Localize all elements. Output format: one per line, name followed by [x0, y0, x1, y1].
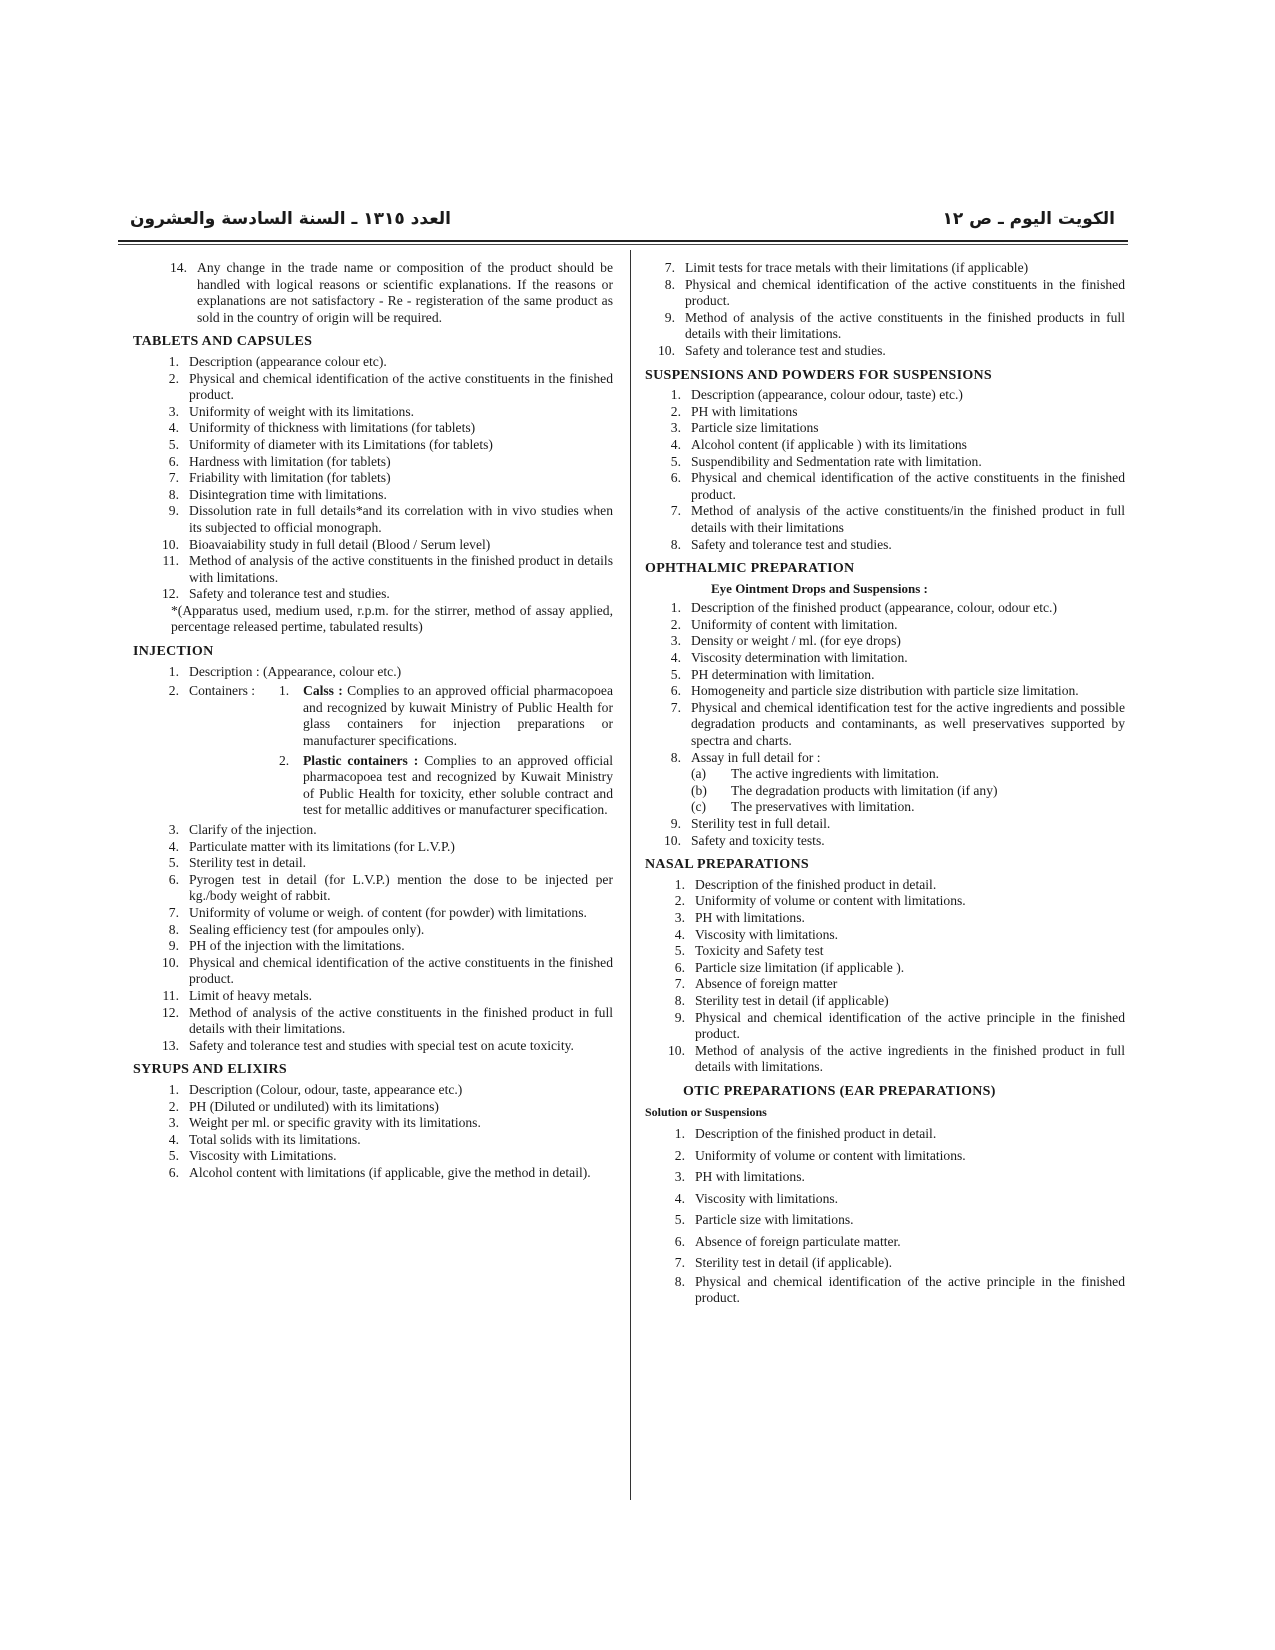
- list-item: [645, 833, 1125, 850]
- item-text: Bioavaiability study in full detail (Blood / Serum level): [189, 536, 491, 552]
- item-number: 2.: [670, 616, 681, 632]
- item-number: 9.: [168, 503, 179, 519]
- item-number: 1.: [279, 683, 290, 699]
- list-item: [645, 910, 1125, 927]
- item-number: 8.: [674, 992, 685, 1008]
- list-item: [133, 1005, 613, 1038]
- list-item: [645, 683, 1125, 700]
- item-text: PH (Diluted or undiluted) with its limitations): [189, 1098, 439, 1114]
- item-text: PH determination with limitation.: [691, 666, 875, 682]
- item-text: Method of analysis of the active constituents/in the finished product in full details with their limitations: [691, 503, 1125, 535]
- item-text: Description (appearance colour etc).: [189, 353, 387, 369]
- item-text: Physical and chemical identification of the active constituents in the finished product.: [189, 370, 613, 403]
- otic-list: [645, 1123, 1125, 1307]
- list-item: [133, 905, 613, 922]
- list-item: [645, 600, 1125, 617]
- item-number: 2.: [674, 1147, 685, 1163]
- list-item: [645, 1123, 1125, 1145]
- item-number: 3.: [674, 909, 685, 925]
- item-text: Pyrogen test in detail (for L.V.P.) mention the dose to be injected per kg./body weight of rabbit.: [189, 871, 613, 904]
- item-number: 7.: [168, 470, 179, 486]
- list-item: [645, 976, 1125, 993]
- list-item: [645, 993, 1125, 1010]
- list-item: [645, 1043, 1125, 1076]
- list-item: [645, 943, 1125, 960]
- item-number: 3.: [168, 403, 179, 419]
- item-number: 5.: [674, 1212, 685, 1228]
- item-number: 14.: [170, 260, 187, 275]
- list-item: [133, 420, 613, 437]
- item-number: 1.: [674, 876, 685, 892]
- page-header: [120, 205, 1125, 235]
- list-item: [645, 404, 1125, 421]
- item-text: Physical and chemical identification test for the active ingredients and possible degradation products and contaminants, as well preservatives supported by spectra and charts.: [691, 699, 1125, 749]
- item-text: Absence of foreign matter: [695, 976, 838, 992]
- column-divider: [630, 250, 631, 1500]
- item-number: 2.: [674, 893, 685, 909]
- list-item: [133, 922, 613, 939]
- list-item: [645, 420, 1125, 437]
- syrups-list: [133, 1082, 613, 1182]
- item-number: (b): [691, 782, 707, 798]
- item-number: 9.: [674, 1009, 685, 1025]
- list-item: [133, 822, 613, 839]
- item-text: Uniformity of thickness with limitations (for tablets): [189, 420, 476, 436]
- item-text: Safety and tolerance test and studies with special test on acute toxicity.: [189, 1037, 574, 1053]
- item-number: 8.: [168, 921, 179, 937]
- list-item: [645, 454, 1125, 471]
- item-number: 10.: [664, 832, 681, 848]
- list-item: [645, 310, 1125, 343]
- suspensions-list: [645, 387, 1125, 553]
- item-number: 2.: [670, 403, 681, 419]
- header-publication-title: الكويت اليوم ـ ص ١٢: [942, 209, 1115, 229]
- list-item: [133, 503, 613, 536]
- item-number: 5.: [670, 666, 681, 682]
- list-item: [645, 1274, 1125, 1307]
- item-text: Safety and toxicity tests.: [691, 832, 825, 848]
- item-text: Viscosity determination with limitation.: [691, 650, 908, 666]
- header-issue-info: العدد ١٣١٥ ـ السنة السادسة والعشرون: [130, 209, 452, 229]
- item-number: 10.: [668, 1042, 685, 1058]
- item-number: 6.: [168, 1164, 179, 1180]
- left-column: [133, 260, 613, 1181]
- item-text: PH with limitations.: [695, 909, 805, 925]
- list-item: [163, 260, 613, 326]
- item-text: PH of the injection with the limitations.: [189, 938, 405, 954]
- item-number: 4.: [670, 650, 681, 666]
- item-text: Particle size limitations: [691, 420, 819, 436]
- list-item: [645, 927, 1125, 944]
- item-text: Toxicity and Safety test: [695, 943, 824, 959]
- item-text: Uniformity of volume or content with limitations.: [695, 893, 966, 909]
- list-item: [133, 371, 613, 404]
- section-subtitle: Solution or Suspensions: [645, 1104, 767, 1119]
- item-text: Alcohol content with limitations (if applicable, give the method in detail).: [189, 1164, 591, 1180]
- section-subtitle: Eye Ointment Drops and Suspensions :: [711, 580, 928, 596]
- item-number: 7.: [674, 1255, 685, 1271]
- item-text: Particle size limitation (if applicable ).: [695, 959, 905, 975]
- item-text: Description of the finished product in detail.: [695, 876, 937, 892]
- item-number: 8.: [664, 276, 675, 292]
- nasal-list: [645, 877, 1125, 1076]
- header-rule-thin: [118, 244, 1128, 245]
- section-title-injection: INJECTION: [133, 644, 214, 660]
- item-text: Suspendibility and Sedmentation rate with limitation.: [691, 453, 982, 469]
- list-item: [645, 617, 1125, 634]
- sub-list-item: [645, 766, 1125, 783]
- list-item: [133, 470, 613, 487]
- item-number: 5.: [674, 943, 685, 959]
- item-text: Sterility test in detail.: [189, 855, 307, 871]
- item-text: Description of the finished product (appearance, colour, odour etc.): [691, 600, 1057, 616]
- list-item: [133, 404, 613, 421]
- list-item: [645, 893, 1125, 910]
- item-number: 5.: [168, 855, 179, 871]
- list-item: [133, 1115, 613, 1132]
- list-item: [133, 354, 613, 371]
- list-item: [133, 553, 613, 586]
- container-row-plastic: [189, 753, 613, 819]
- item-number: 5.: [168, 1148, 179, 1164]
- item-number: 9.: [168, 938, 179, 954]
- item-number: 4.: [168, 420, 179, 436]
- item-text: Clarify of the injection.: [189, 822, 317, 837]
- container-text: [303, 753, 613, 819]
- item-number: 11.: [162, 987, 179, 1003]
- item-number: 1.: [168, 353, 179, 369]
- section-title-tablets: TABLETS AND CAPSULES: [133, 334, 313, 350]
- item-text: Friability with limitation (for tablets): [189, 470, 391, 486]
- item-number: 9.: [670, 816, 681, 831]
- item-number: 12.: [162, 1004, 179, 1020]
- item-text: Method of analysis of the active ingredients in the finished product in full details with limitations.: [695, 1042, 1125, 1075]
- item-number: 12.: [162, 586, 179, 602]
- item-text: Sterility test in full detail.: [691, 816, 831, 831]
- item-number: 5.: [168, 436, 179, 452]
- list-item: [645, 877, 1125, 894]
- item-text: Safety and tolerance test and studies.: [189, 586, 390, 602]
- item-text: Viscosity with limitations.: [695, 926, 839, 942]
- item-text: The active ingredients with limitation.: [731, 766, 940, 782]
- list-item: [133, 1148, 613, 1165]
- item-number: 10.: [658, 342, 675, 358]
- list-item: [133, 1099, 613, 1116]
- item-text: Limit of heavy metals.: [189, 987, 313, 1003]
- item-number: 3.: [168, 1115, 179, 1131]
- item-number: 7.: [674, 976, 685, 992]
- item-number: 7.: [664, 260, 675, 275]
- item-text: Uniformity of content with limitation.: [691, 616, 898, 632]
- item-number: 4.: [168, 838, 179, 854]
- list-item: [133, 855, 613, 872]
- item-number: 5.: [670, 453, 681, 469]
- item-text: Description (appearance, colour odour, taste) etc.): [691, 387, 963, 403]
- list-item: [133, 938, 613, 955]
- item-number: 8.: [168, 486, 179, 502]
- list-item: [133, 537, 613, 554]
- section-title-otic: OTIC PREPARATIONS (EAR PREPARATIONS): [683, 1083, 996, 1099]
- syrups-continued-list: [645, 260, 1125, 360]
- item-number: 1.: [674, 1126, 685, 1142]
- item-number: 8.: [674, 1273, 685, 1289]
- item-text: Method of analysis of the active constituents in the finished product in full details with their limitations.: [189, 1004, 613, 1037]
- item-text: Viscosity with Limitations.: [189, 1148, 337, 1164]
- item-text: Any change in the trade name or composition of the product should be handled with logical reasons or scientific explanations. If the reasons or explanations are not satisfactory - Re - registeration of the same product as sold in the country of origin will be required.: [197, 260, 613, 325]
- item-text: Hardness with limitation (for tablets): [189, 453, 391, 469]
- item-number: 7.: [670, 699, 681, 715]
- item-number: 6.: [168, 453, 179, 469]
- list-item: [645, 1252, 1125, 1274]
- item-number: 6.: [168, 871, 179, 887]
- item-number: 4.: [670, 436, 681, 452]
- list-item: [645, 1010, 1125, 1043]
- container-row-glass: [189, 683, 613, 749]
- ophthalmic-list: [645, 600, 1125, 849]
- item-text: The degradation products with limitation (if any): [731, 782, 998, 798]
- list-item-containers: [133, 683, 613, 822]
- item-text: Dissolution rate in full details*and its correlation with in vivo studies when its subjected to official monograph.: [189, 503, 613, 535]
- item-text: Uniformity of weight with its limitations.: [189, 403, 415, 419]
- item-number: 2.: [168, 683, 179, 699]
- item-number: 3.: [670, 420, 681, 436]
- container-description: Complies to an approved official pharmacopoea test and recognized by Kuwait Ministry of Public Health for toxicity, ether soluble contract and test for metallic additives or manufacturer specification.: [303, 752, 613, 818]
- list-item: [645, 260, 1125, 277]
- item-number: 6.: [674, 959, 685, 975]
- list-item: [645, 277, 1125, 310]
- item-number: 4.: [674, 926, 685, 942]
- item-text: Uniformity of volume or weigh. of content (for powder) with limitations.: [189, 904, 587, 920]
- list-item: [645, 700, 1125, 750]
- list-item: [133, 586, 613, 603]
- header-rule: [118, 240, 1128, 242]
- list-item: [645, 503, 1125, 536]
- list-item: [645, 633, 1125, 650]
- item-number: 6.: [670, 470, 681, 486]
- item-text: Method of analysis of the active constituents in the finished products in full details with their limitations.: [685, 309, 1125, 342]
- list-item: [645, 343, 1125, 360]
- list-item: [645, 537, 1125, 554]
- item-number: 1.: [168, 1081, 179, 1097]
- item-number: 2.: [168, 1098, 179, 1114]
- sub-list-item: [645, 799, 1125, 816]
- item-text: Description (Colour, odour, taste, appearance etc.): [189, 1081, 463, 1097]
- item-number: 4.: [674, 1190, 685, 1206]
- container-type-label: Calss :: [303, 683, 343, 699]
- item-text: Homogeneity and particle size distribution with particle size limitation.: [691, 683, 1079, 699]
- item-text: Physical and chemical identification of the active constituents in the finished product.: [685, 276, 1125, 309]
- item-text: Physical and chemical identification of the active constituents in the finished product.: [189, 954, 613, 987]
- item-number: 11.: [162, 553, 179, 569]
- list-item: [133, 955, 613, 988]
- list-item: [645, 437, 1125, 454]
- list-item: [645, 1166, 1125, 1188]
- item-text: Uniformity of diameter with its Limitations (for tablets): [189, 436, 493, 452]
- tablets-list: [133, 354, 613, 636]
- item-text: PH with limitations.: [695, 1169, 805, 1185]
- item-number: 8.: [670, 749, 681, 765]
- item-number: 1.: [670, 387, 681, 403]
- item-number: 2.: [279, 752, 290, 768]
- item-number: 10.: [162, 954, 179, 970]
- list-item: [645, 387, 1125, 404]
- list-item: [645, 750, 1125, 767]
- item-number: (c): [691, 799, 707, 815]
- item-text: Assay in full detail for :: [691, 749, 821, 765]
- container-text: [303, 683, 613, 749]
- list-item: [645, 1209, 1125, 1231]
- sub-list-item: [645, 783, 1125, 800]
- item-text: Viscosity with limitations.: [695, 1190, 839, 1206]
- item-text: Physical and chemical identification of the active constituents in the finished product.: [691, 470, 1125, 502]
- item-text: Method of analysis of the active constituents in the finished product in details with limitations.: [189, 553, 613, 585]
- item-text: Physical and chemical identification of the active principle in the finished product.: [695, 1009, 1125, 1042]
- item-text: PH with limitations: [691, 403, 798, 419]
- item-text: Particulate matter with its limitations (for L.V.P.): [189, 838, 455, 854]
- item-number: 8.: [670, 536, 681, 552]
- item-number: 1.: [670, 600, 681, 616]
- list-item: [645, 1231, 1125, 1253]
- item-number: 1.: [168, 663, 179, 679]
- list-item: [645, 1145, 1125, 1167]
- list-item: [645, 470, 1125, 503]
- list-item: [133, 1082, 613, 1099]
- right-column: [645, 260, 1125, 1307]
- item-number: 7.: [670, 503, 681, 519]
- item-number: 3.: [670, 633, 681, 649]
- container-type-label: Plastic containers :: [303, 752, 419, 768]
- section-title-syrups: SYRUPS AND ELIXIRS: [133, 1062, 287, 1078]
- item-number: 6.: [674, 1233, 685, 1249]
- item-text: Safety and tolerance test and studies.: [691, 536, 892, 552]
- list-item: [133, 872, 613, 905]
- item-text: Description : (Appearance, colour etc.): [189, 663, 402, 679]
- item-text: Physical and chemical identification of the active principle in the finished product.: [695, 1273, 1125, 1306]
- list-item: [133, 1132, 613, 1149]
- section-title-ophthalmic: OPHTHALMIC PREPARATION: [645, 561, 855, 577]
- item-number: 13.: [162, 1037, 179, 1053]
- item-text: Sterility test in detail (if applicable): [695, 992, 889, 1008]
- item-text: Safety and tolerance test and studies.: [685, 342, 886, 358]
- list-item: [133, 437, 613, 454]
- item-number: 3.: [674, 1169, 685, 1185]
- item-text: Description of the finished product in detail.: [695, 1126, 937, 1142]
- item-number: 7.: [168, 904, 179, 920]
- section-title-nasal: NASAL PREPARATIONS: [645, 857, 809, 873]
- list-item: [645, 960, 1125, 977]
- list-item: [645, 667, 1125, 684]
- item-text: Disintegration time with limitations.: [189, 486, 387, 502]
- item-number: 6.: [670, 683, 681, 699]
- item-text: Sterility test in detail (if applicable).: [695, 1255, 893, 1271]
- containers-label: Containers :: [189, 683, 256, 699]
- item-number: 9.: [664, 309, 675, 325]
- list-item: [645, 816, 1125, 833]
- item-number: 2.: [168, 370, 179, 386]
- footnote: *(Apparatus used, medium used, r.p.m. for the stirrer, method of assay applied, percentage released pertime, tabulated results): [171, 602, 613, 635]
- item-text: Limit tests for trace metals with their limitations (if applicable): [685, 260, 1029, 275]
- item-number: 10.: [162, 536, 179, 552]
- list-item: [133, 664, 613, 681]
- list-item: [133, 1165, 613, 1182]
- item-text: The preservatives with limitation.: [731, 799, 915, 815]
- item-number: 4.: [168, 1131, 179, 1147]
- list-item: [133, 487, 613, 504]
- item-text: Sealing efficiency test (for ampoules only).: [189, 921, 425, 937]
- item-text: Particle size with limitations.: [695, 1212, 854, 1228]
- container-description: Complies to an approved official pharmacopoea and recognized by kuwait Ministry of Public Health for glass containers for injection preparations or manufacturer specifications.: [303, 683, 613, 749]
- item-number: 3.: [168, 822, 179, 837]
- section-title-suspensions: SUSPENSIONS AND POWDERS FOR SUSPENSIONS: [645, 367, 993, 383]
- item-text: Weight per ml. or specific gravity with its limitations.: [189, 1115, 481, 1131]
- list-item: [133, 454, 613, 471]
- injection-list: [133, 664, 613, 1055]
- item-text: Density or weight / ml. (for eye drops): [691, 633, 901, 649]
- list-item: [133, 839, 613, 856]
- list-item: [133, 988, 613, 1005]
- item-text: Uniformity of volume or content with limitations.: [695, 1147, 966, 1163]
- item-text: Total solids with its limitations.: [189, 1131, 361, 1147]
- item-number: (a): [691, 766, 707, 782]
- item-text: Alcohol content (if applicable ) with its limitations: [691, 436, 967, 452]
- list-item: [645, 1188, 1125, 1210]
- item-text: Absence of foreign particulate matter.: [695, 1233, 901, 1249]
- list-item: [645, 650, 1125, 667]
- list-item: [133, 1038, 613, 1055]
